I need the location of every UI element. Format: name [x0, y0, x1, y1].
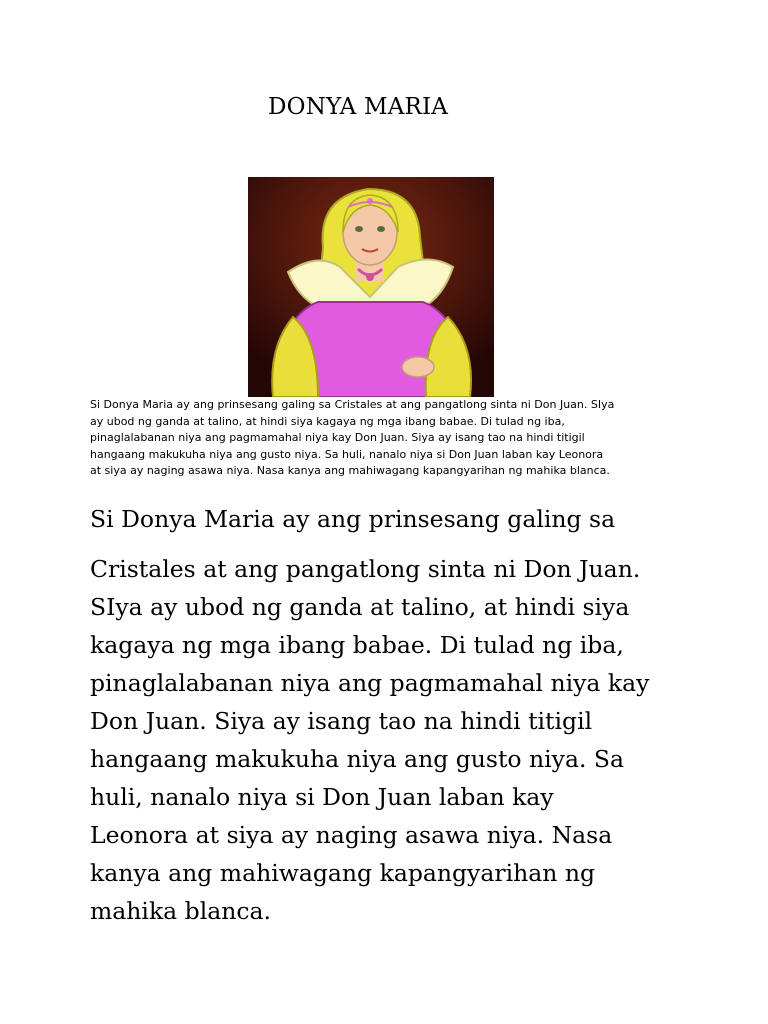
- large-paragraph-line: kanya ang mahiwagang kapangyarihan ng: [90, 859, 596, 887]
- large-paragraph-line: huli, nanalo niya si Don Juan laban kay: [90, 783, 554, 811]
- princess-portrait-icon: [248, 177, 494, 397]
- large-paragraph-line: Leonora at siya ay naging asawa niya. Nasa: [90, 821, 613, 849]
- page-title: DONYA MARIA: [268, 94, 449, 120]
- large-paragraph-line: Cristales at ang pangatlong sinta ni Don Juan.: [90, 555, 641, 583]
- large-paragraph-line: mahika blanca.: [90, 897, 272, 925]
- large-paragraph-line: SIya ay ubod ng ganda at talino, at hindi siya: [90, 593, 630, 621]
- large-paragraph-line: kagaya ng mga ibang babae. Di tulad ng iba,: [90, 631, 624, 659]
- small-paragraph-line: hangaang makukuha niya ang gusto niya. Sa huli, nanalo niya si Don Juan laban kay Leonora: [90, 447, 604, 461]
- small-paragraph: [90, 397, 690, 480]
- large-paragraph-line: hangaang makukuha niya ang gusto niya. Sa: [90, 745, 625, 773]
- large-paragraph-line: Don Juan. Siya ay isang tao na hindi titigil: [90, 707, 593, 735]
- large-paragraph-line: pinaglalabanan niya ang pagmamahal niya kay: [90, 669, 650, 697]
- small-paragraph-line: Si Donya Maria ay ang prinsesang galing sa Cristales at ang pangatlong sinta ni Don Juan. SIya: [90, 398, 615, 411]
- small-paragraph-line: ay ubod ng ganda at talino, at hindi siya kagaya ng mga ibang babae. Di tulad ng iba,: [90, 414, 565, 428]
- large-paragraph-line: Si Donya Maria ay ang prinsesang galing sa: [90, 505, 616, 533]
- small-paragraph-line: pinaglalabanan niya ang pagmamahal niya kay Don Juan. Siya ay isang tao na hindi titigil: [90, 431, 585, 444]
- small-paragraph-line: at siya ay naging asawa niya. Nasa kanya ang mahiwagang kapangyarihan ng mahika blanca.: [90, 464, 610, 477]
